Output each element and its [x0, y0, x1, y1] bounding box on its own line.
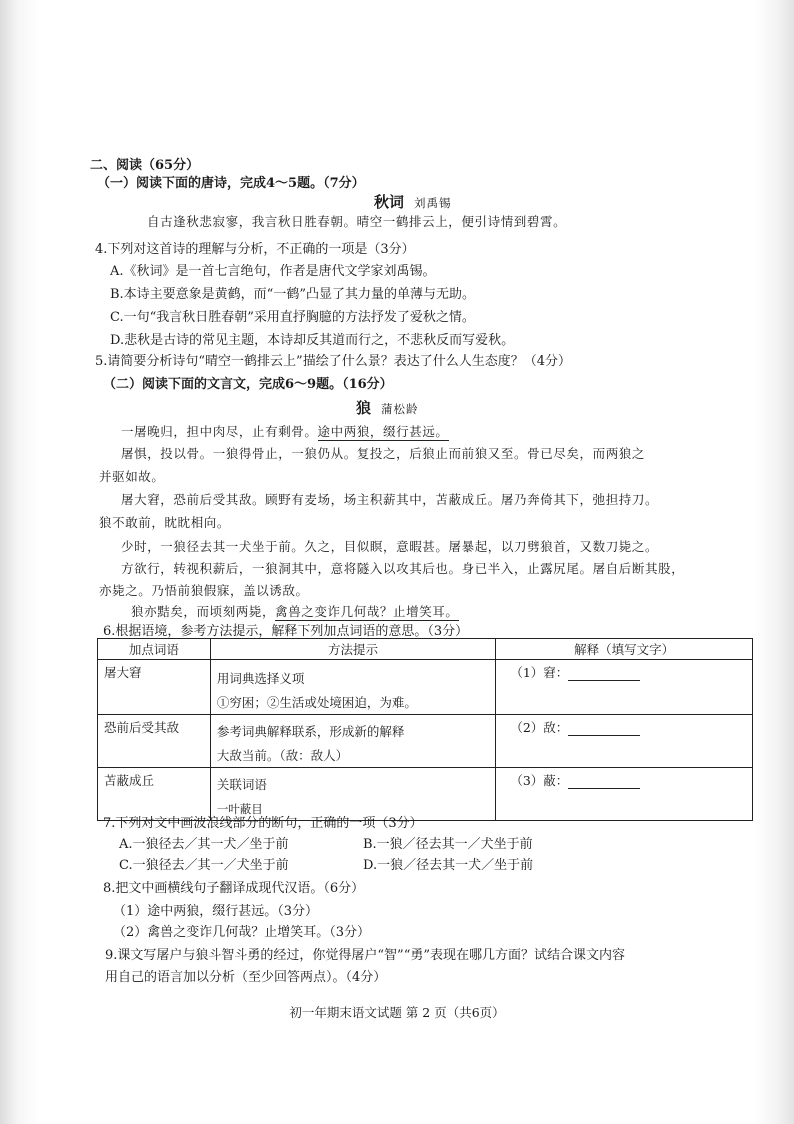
q8-stem: 8.把文中画横线句子翻译成现代汉语。（6分）	[103, 881, 365, 896]
q6-row1-hint	[210, 660, 496, 715]
table-row	[98, 660, 753, 715]
q6-row3-answer-label: （3）蔽：	[510, 773, 569, 788]
poem-heading	[374, 193, 452, 213]
q7-option-d: D.一狼／径去其一犬／坐于前	[363, 858, 534, 873]
part2-title: （二）阅读下面的文言文，完成6～9题。（16分）	[103, 377, 393, 392]
q9-line1: 9.课文写屠户与狼斗智斗勇的经过，你觉得屠户“智”“勇”表现在哪几方面？试结合课文内容	[105, 948, 625, 963]
table-row	[98, 768, 753, 821]
text2-para3-cont: 狼不敢前，眈眈相向。	[99, 515, 231, 530]
poem-text: 自古逢秋悲寂寥，我言秋日胜春朝。晴空一鹤排云上，便引诗情到碧霄。	[147, 214, 567, 229]
text2-para5: 方欲行，转视积薪后，一狼洞其中，意将隧入以攻其后也。身已半入，止露尻尾。屠自后断其股，	[121, 561, 685, 576]
text2-para3: 屠大窘，恐前后受其敌。顾野有麦场，场主积薪其中，苫蔽成丘。屠乃奔倚其下，弛担持刀。	[121, 492, 659, 507]
q7-stem: 7.下列对文中画波浪线部分的断句，正确的一项（3分）	[103, 816, 423, 831]
text2-para2-cont: 并驱如故。	[99, 469, 165, 484]
q6-row2-hint	[210, 715, 496, 768]
q6-table-header	[98, 639, 753, 660]
text2-para1-part1: 一屠晚归，担中肉尽，止有剩骨。	[121, 424, 318, 439]
text2-para1-underlined: 途中两狼，缀行甚远。	[317, 424, 449, 439]
q6-header-word: 加点词语	[98, 639, 211, 660]
answer-blank[interactable]	[568, 722, 640, 736]
q6-row3-hint-method: 关联词语	[216, 777, 267, 792]
text2-title: 狼	[356, 399, 372, 417]
q4-option-c: C.一句“我言秋日胜春朝”采用直抒胸臆的方法抒发了爱秋之情。	[110, 310, 475, 325]
section-title: 二、阅读（65分）	[90, 158, 200, 173]
q6-row2-answer	[496, 715, 753, 768]
answer-blank[interactable]	[568, 775, 640, 789]
q6-row1-hint-method: 用词典选择义项	[216, 671, 305, 686]
q6-row1-answer	[496, 660, 753, 715]
q6-header-hint: 方法提示	[210, 639, 496, 660]
q6-row2-word: 恐前后受其敌	[98, 715, 211, 768]
text2-para6-part1: 狼亦黠矣，而顷刻两毙，	[131, 604, 276, 619]
q6-row1-hint-detail: ①穷困；②生活或处境困迫，为难。	[216, 695, 417, 710]
q6-row3-answer	[496, 768, 753, 821]
q6-row3-hint	[210, 768, 496, 821]
text2-para5-cont: 亦毙之。乃悟前狼假寐，盖以诱敌。	[99, 583, 309, 598]
q6-header-answer: 解释（填写文字）	[496, 639, 753, 660]
poem-title: 秋词	[374, 193, 405, 211]
text2-para1	[121, 423, 449, 441]
q6-row2-answer-label: （2）敌：	[510, 720, 569, 735]
text2-para4: 少时，一狼径去其一犬坐于前。久之，目似瞑，意暇甚。屠暴起，以刀劈狼首，又数刀毙之。	[121, 539, 659, 554]
q4-option-b: B.本诗主要意象是黄鹤，而“一鹤”凸显了其力量的单薄与无助。	[110, 287, 475, 302]
q4-option-d: D.悲秋是古诗的常见主题，本诗却反其道而行之，不悲秋反而写爱秋。	[110, 333, 515, 348]
answer-blank[interactable]	[568, 667, 640, 681]
page-footer: 初一年期末语文试题 第 2 页（共6页）	[289, 1005, 505, 1020]
q9-line2: 用自己的语言加以分析（至少回答两点）。（4分）	[105, 970, 387, 985]
q8-sentence2: （2）禽兽之变诈几何哉？止增笑耳。（3分）	[113, 925, 371, 940]
q6-row3-word: 苫蔽成丘	[98, 768, 211, 821]
q6-stem: 6.根据语境，参考方法提示，解释下列加点词语的意思。（3分）	[103, 624, 469, 639]
text2-heading	[356, 399, 419, 419]
poem-author: 刘禹锡	[414, 196, 452, 210]
q4-stem: 4.下列对这首诗的理解与分析，不正确的一项是（3分）	[95, 242, 415, 257]
q6-row1-answer-label: （1）窘：	[510, 665, 569, 680]
q7-option-b: B.一狼／径去其一／犬坐于前	[363, 837, 533, 852]
table-row	[98, 715, 753, 768]
q6-row1-word: 屠大窘	[98, 660, 211, 715]
part1-title: （一）阅读下面的唐诗，完成4～5题。（7分）	[97, 176, 365, 191]
text2-author: 蒲松龄	[381, 402, 419, 416]
q8-sentence1: （1）途中两狼，缀行甚远。（3分）	[113, 904, 319, 919]
q5-stem: 5.请简要分析诗句“晴空一鹤排云上”描绘了什么景？表达了什么人生态度？（4分）	[95, 354, 571, 369]
q7-option-a: A.一狼径去／其一犬／坐于前	[119, 837, 289, 852]
q6-row2-hint-method: 参考词典解释联系，形成新的解释	[216, 724, 405, 739]
q6-table	[97, 638, 753, 821]
text2-para6-underlined: 禽兽之变诈几何哉？止增笑耳。	[275, 604, 459, 619]
q7-option-c: C.一狼径去／其一／犬坐于前	[119, 858, 289, 873]
text2-para6	[131, 603, 459, 621]
text2-para2: 屠惧，投以骨。一狼得骨止，一狼仍从。复投之，后狼止而前狼又至。骨已尽矣，而两狼之	[121, 446, 646, 461]
q4-option-a: A.《秋词》是一首七言绝句，作者是唐代文学家刘禹锡。	[110, 264, 436, 279]
q6-row3-hint-detail: 一叶蔽目	[216, 802, 263, 816]
q6-row2-hint-detail: 大敌当前。（敌：敌人）	[216, 748, 349, 763]
